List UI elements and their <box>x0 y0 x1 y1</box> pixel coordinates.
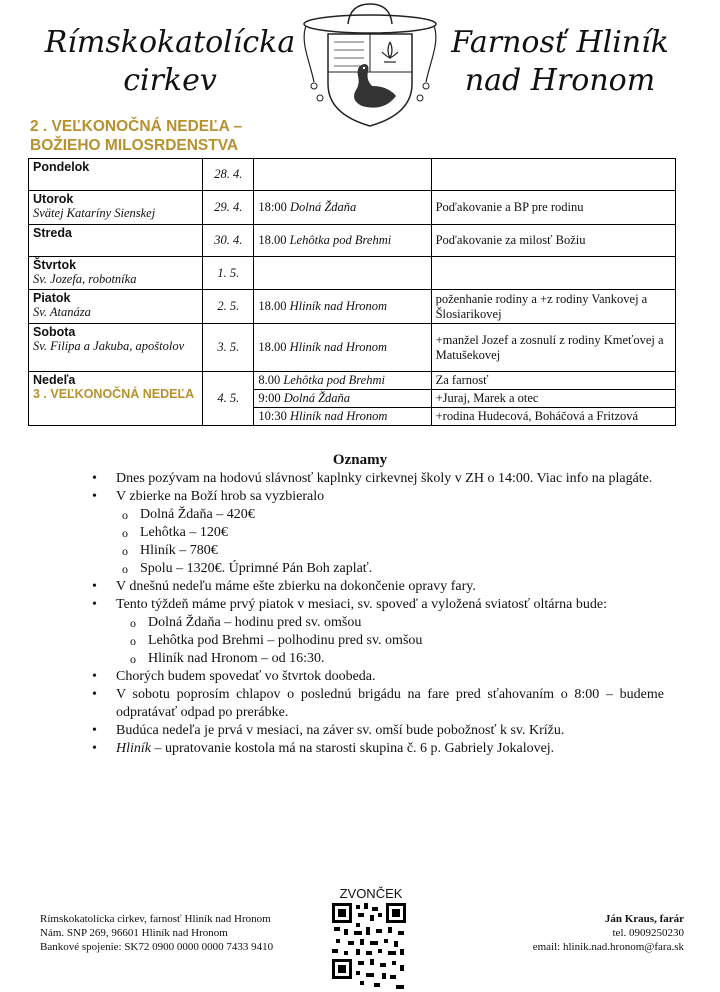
mass-time: 18:00 <box>258 200 287 214</box>
mass-place: Hliník nad Hronom <box>289 340 388 354</box>
day-cell <box>29 372 203 426</box>
list-item-text: V zbierke na Boží hrob sa vyzbieralo <box>116 489 325 504</box>
mass-cell <box>254 257 431 290</box>
intent-cell: Za farnosť <box>431 372 675 390</box>
list-item: • Budúca nedeľa je prvá v mesiaci, na záver sv. omší bude pobožnosť k sv. Krížu. <box>88 722 664 740</box>
intent-cell <box>431 159 675 191</box>
saint-name: Sv. Jozefa, robotníka <box>33 272 137 286</box>
list-item <box>88 488 664 578</box>
date-cell: 4. 5. <box>203 372 254 426</box>
saint-name: Sv. Atanáza <box>33 305 91 319</box>
date-cell: 2. 5. <box>203 290 254 324</box>
qr-label: ZVONČEK <box>339 886 403 901</box>
header-left-line1: Rímskokatolícka <box>44 25 296 60</box>
footer-parish: Rímskokatolícka cirkev, farnosť Hliník nad Hronom <box>40 913 271 925</box>
intent-cell: +Juraj, Marek a otec <box>431 390 675 408</box>
mass-place: Hliník nad Hronom <box>289 299 388 313</box>
mass-time: 18.00 <box>258 233 287 247</box>
mass-time: 18.00 <box>258 340 287 354</box>
announcements-list <box>88 470 664 758</box>
header-left-line2: cirkev <box>123 63 217 98</box>
mass-place: Lehôtka pod Brehmi <box>289 233 392 247</box>
mass-cell <box>254 225 431 257</box>
header-right-title <box>430 24 690 100</box>
mass-time: 8.00 <box>258 373 281 387</box>
intent-cell: Poďakovanie za milosť Božiu <box>431 225 675 257</box>
sub-list-item: o Hliník nad Hronom – od 16:30. <box>96 650 664 668</box>
mass-cell <box>254 390 431 408</box>
sub-list-item: o Dolná Ždaňa – 420€ <box>88 506 664 524</box>
day-name: Streda <box>33 226 72 240</box>
table-row <box>29 159 676 191</box>
list-item <box>88 740 664 758</box>
table-row <box>29 372 676 390</box>
mass-cell <box>254 159 431 191</box>
sub-list-item: o Dolná Ždaňa – hodinu pred sv. omšou <box>96 614 664 632</box>
mass-cell <box>254 290 431 324</box>
day-cell <box>29 324 203 372</box>
coat-of-arms-icon <box>300 2 440 128</box>
day-cell <box>29 225 203 257</box>
header-right-line2: nad Hronom <box>464 63 656 98</box>
list-item <box>88 596 664 668</box>
list-item-place: Hliník <box>116 741 151 756</box>
sub-list-item: o Lehôtka pod Brehmi – polhodinu pred sv. omšou <box>96 632 664 650</box>
footer-email: email: hlinik.nad.hronom@fara.sk <box>532 941 684 953</box>
day-name: Nedeľa <box>33 373 76 387</box>
mass-place: Dolná Ždaňa <box>283 391 351 405</box>
footer-contact-left <box>40 912 273 954</box>
date-cell: 1. 5. <box>203 257 254 290</box>
intent-cell: +rodina Hudecová, Boháčová a Fritzová <box>431 408 675 426</box>
mass-time: 10:30 <box>258 409 287 423</box>
day-cell <box>29 191 203 225</box>
list-item-text: Tento týždeň máme prvý piatok v mesiaci, sv. spoveď a vyložená sviatosť oltárna bude: <box>116 597 607 612</box>
date-cell: 28. 4. <box>203 159 254 191</box>
list-item-text: – upratovanie kostola má na starosti skupina č. 6 p. Gabriely Jokalovej. <box>151 741 555 756</box>
list-item: • Chorých budem spovedať vo štvrtok doobeda. <box>88 668 664 686</box>
table-row <box>29 290 676 324</box>
mass-cell <box>254 324 431 372</box>
date-cell: 30. 4. <box>203 225 254 257</box>
announcements-title: Oznamy <box>332 452 388 468</box>
footer-bank: Bankové spojenie: SK72 0900 0000 0000 7433 9410 <box>40 941 274 953</box>
footer-contact-right <box>533 912 684 954</box>
mass-time: 9:00 <box>258 391 281 405</box>
list-item: • V dnešnú nedeľu máme ešte zbierku na dokončenie opravy fary. <box>88 578 664 596</box>
intent-cell: +manžel Jozef a zosnulí z rodiny Kmeťovej a Matušekovej <box>431 324 675 372</box>
footer-priest: Ján Kraus, farár <box>604 913 684 925</box>
mass-cell <box>254 408 431 426</box>
list-item: • V sobotu poprosím chlapov o poslednú brigádu na fare pred sťahovaním o 8:00 – budeme odpratávať odpad po prerábke. <box>88 686 664 722</box>
sub-list-item: o Spolu – 1320€. Úprimné Pán Boh zaplať. <box>88 560 664 578</box>
sub-list-item: o Hliník – 780€ <box>88 542 664 560</box>
qr-code-icon <box>330 901 408 992</box>
day-name: Utorok <box>33 192 74 206</box>
sunday-title: 3 . VEĽKONOČNÁ NEDEĽA <box>33 387 195 401</box>
intent-cell: poženhanie rodiny a +z rodiny Vankovej a Šlosiarikovej <box>431 290 675 324</box>
day-name: Sobota <box>33 325 76 339</box>
intent-cell: Poďakovanie a BP pre rodinu <box>431 191 675 225</box>
table-row <box>29 191 676 225</box>
week-title-line2: BOŽIEHO MILOSRDENSTVA <box>30 137 239 154</box>
date-cell: 29. 4. <box>203 191 254 225</box>
mass-cell <box>254 372 431 390</box>
day-cell <box>29 159 203 191</box>
mass-time: 18.00 <box>258 299 287 313</box>
day-name: Pondelok <box>33 160 90 174</box>
day-name: Štvrtok <box>33 258 77 272</box>
footer-phone: tel. 0909250230 <box>612 927 684 939</box>
intent-cell <box>431 257 675 290</box>
table-row <box>29 324 676 372</box>
header-left-title <box>30 24 310 100</box>
mass-place: Dolná Ždaňa <box>289 200 357 214</box>
mass-place: Hliník nad Hronom <box>289 409 388 423</box>
date-cell: 3. 5. <box>203 324 254 372</box>
footer-address: Nám. SNP 269, 96601 Hliník nad Hronom <box>40 927 228 939</box>
saint-name: Sv. Filipa a Jakuba, apoštolov <box>33 339 185 353</box>
day-cell <box>29 290 203 324</box>
week-title-line1: 2 . VEĽKONOČNÁ NEDEĽA – <box>30 118 243 135</box>
day-name: Piatok <box>33 291 71 305</box>
mass-schedule-table <box>28 158 676 426</box>
mass-place: Lehôtka pod Brehmi <box>283 373 385 387</box>
mass-cell <box>254 191 431 225</box>
header-right-line1: Farnosť Hliník <box>451 25 669 60</box>
table-row <box>29 257 676 290</box>
sub-list-item: o Lehôtka – 120€ <box>88 524 664 542</box>
day-cell <box>29 257 203 290</box>
table-row <box>29 225 676 257</box>
saint-name: Svätej Kataríny Sienskej <box>33 206 156 220</box>
week-title <box>30 117 350 155</box>
list-item: • Dnes pozývam na hodovú slávnosť kaplnky cirkevnej školy v ZH o 14:00. Viac info na plagáte. <box>88 470 664 488</box>
